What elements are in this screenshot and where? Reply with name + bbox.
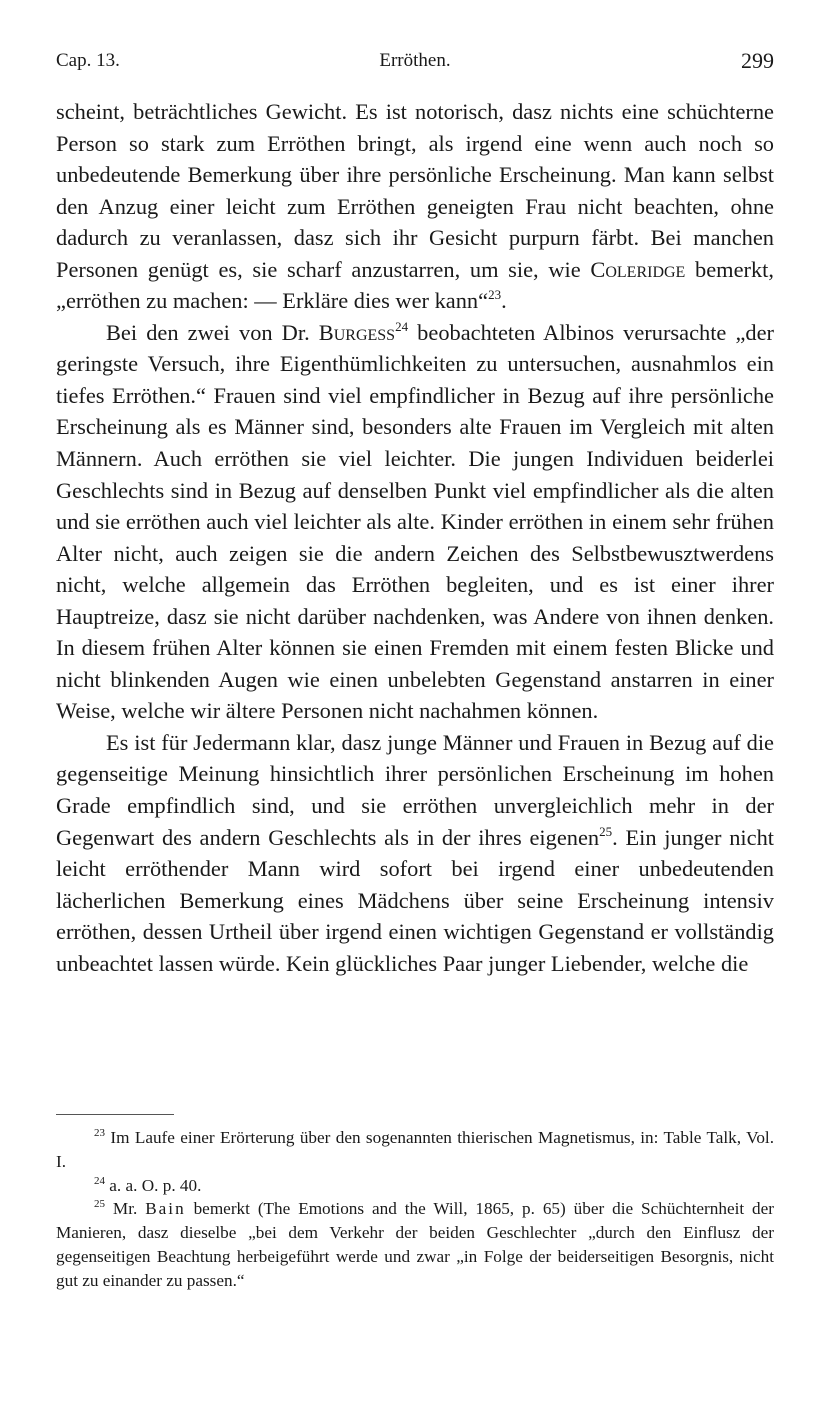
footnote-text: Mr. [105,1199,146,1219]
text-run: . [501,288,507,314]
author-name: Burgess [318,319,396,345]
page-number: 299 [741,48,774,73]
footnote-ref: 23 [488,287,502,303]
footnote-ref: 24 [395,318,409,334]
footnote-text: Im Laufe einer Erörterung über den sogenannten thierischen Magnetismus, in: Table Talk, Vol. I. [56,1128,774,1171]
footnote-ref: 25 [599,823,613,839]
running-title: Erröthen. [379,50,451,71]
footnote-23 [56,1126,774,1174]
paragraph-3 [56,727,774,979]
author-name: Coleridge [590,256,686,282]
footnote-24 [56,1174,774,1198]
paragraph-2 [56,317,774,727]
author-name: Bain [145,1199,186,1219]
main-text [56,96,774,979]
footnotes [56,1126,774,1293]
footnote-number: 24 [94,1174,105,1187]
text-run: bemerkt, „erröthen zu machen: — Erkläre dies wer kann“ [56,256,774,314]
text-run: scheint, beträchtliches Gewicht. Es ist notorisch, dasz nichts eine schüchterne Person so stark zum Erröthen bringt, als irgend eine wenn auch noch so unbedeutende Bemerkung über ihre persönliche Erscheinung. Man kann selbst den Anzug einer leicht zum Erröthen geneigten Frau nicht beachten, ohne dadurch zu veranlassen, dasz sich ihr Gesicht purpurn färbt. Bei manchen Personen genügt es, sie scharf anzustarren, um sie, wie [56,99,774,282]
footnote-text: a. a. O. p. 40. [105,1175,202,1195]
text-run: Es ist für Jedermann klar, dasz junge Männer und Frauen in Bezug auf die gegenseitige Meinung hinsichtlich ihrer persönlichen Erscheinung im hohen Grade empfindlich sind, und sie erröthen unvergleichlich mehr in der Gegenwart des andern Geschlechts als in der ihres eigenen [56,729,774,850]
text-run: Bei den zwei von Dr. [106,319,319,345]
running-header [56,50,774,76]
paragraph-1 [56,96,774,317]
text-run: . Ein junger nicht leicht erröthender Mann wird sofort bei irgend einer unbedeutenden lächerlichen Bemerkung eines Mädchens über seine Erscheinung intensiv erröthen, dessen Urtheil über irgend einen wichtigen Gegenstand er vollständig unbeachtet lassen würde. Kein glückliches Paar junger Liebender, welche die [56,824,774,976]
footnote-divider [56,1114,174,1115]
chapter-label: Cap. 13. [56,50,120,71]
footnote-text: bemerkt (The Emotions and the Will, 1865, p. 65) über die Schüchternheit der Manieren, dasz dieselbe „bei dem Verkehr der beiden Geschlechter „durch den Einflusz der gegenseitigen Beachtung herbeigeführt werde und zwar „in Folge der beiderseitigen Besorgnis, nicht gut zu einander zu passen.“ [56,1199,774,1290]
footnote-25 [56,1197,774,1292]
footnote-number: 25 [94,1198,105,1211]
text-run: beobachteten Albinos verursachte „der geringste Versuch, ihre Eigenthümlichkeiten zu untersuchen, ausnahmlos ein tiefes Erröthen.“ Frauen sind viel empfindlicher in Bezug auf ihre persönliche Erscheinung als es Männer sind, besonders alte Frauen im Vergleich mit alten Männern. Auch erröthen sie viel leichter. Die jungen Individuen beiderlei Geschlechts sind in Bezug auf denselben Punkt viel empfindlicher als die alten und sie erröthen auch viel leichter als alte. Kinder erröthen in einem sehr frühen Alter nicht, auch zeigen sie die andern Zeichen des Selbstbewusztwerdens nicht, welche allgemein das Erröthen begleiten, und es ist einer ihrer Hauptreize, dasz sie nicht darüber nachdenken, was Andere von ihnen denken. In diesem frühen Alter können sie einen Fremden mit einem festen Blicke und nicht blinkenden Augen wie einen unbelebten Gegenstand anstarren in einer Weise, welche wir ältere Personen nicht nachahmen können. [56,319,774,724]
footnote-number: 23 [94,1127,105,1139]
